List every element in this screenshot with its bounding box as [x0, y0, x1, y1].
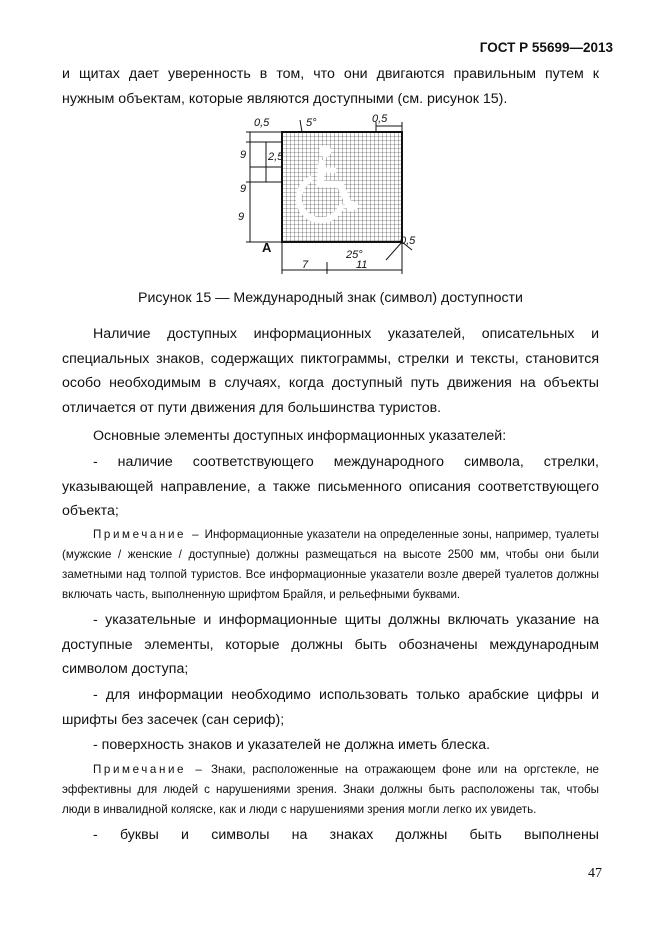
intro-paragraph: и щитах дает уверенность в том, что они двигаются правильным путем к нужным объектам, которые являются доступными (см. рисунок 15).: [62, 66, 599, 107]
paragraph-2: Основные элементы доступных информационных указателей:: [93, 428, 507, 444]
figure-caption: Рисунок 15 — Международный знак (символ) доступности: [138, 290, 523, 306]
note-2-text: Знаки, расположенные на отражающем фоне или на оргстекле, не эффективны для людей с нарушениями зрения. Знаки должны быть расположены так, чтобы люди в инвалидной коляске, как и люди с нарушениями зрения могли легко их увидеть.: [62, 763, 599, 816]
note-2: [62, 760, 599, 820]
dim-top-right: 0,5: [372, 113, 388, 125]
page-number: 47: [588, 866, 602, 881]
dim-bottom-1: 7: [302, 259, 309, 271]
dim-bottom-right: 0,5: [400, 235, 416, 247]
accessibility-symbol-figure: [226, 112, 426, 284]
note-2-lead: Примечание –: [93, 763, 205, 776]
paragraph-4: - указательные и информационные щиты должны включать указание на доступные элементы, которые должны быть обозначены международным символом доступа;: [62, 612, 599, 677]
dim-left-2: 2,5: [268, 151, 284, 163]
paragraph-7: - буквы и символы на знаках должны быть выполнены: [93, 827, 599, 843]
dim-angle-bottom: 25°: [346, 249, 363, 261]
paragraph-6: - поверхность знаков и указателей не должна иметь блеска.: [93, 737, 491, 753]
paragraph-5: - для информации необходимо использовать только арабские цифры и шрифты без засечек (сан сериф);: [62, 687, 599, 728]
dim-left-3: 9: [240, 183, 247, 195]
dim-bottom-2: 11: [356, 259, 368, 271]
note-1-text: Информационные указатели на определенные зоны, например, туалеты (мужские / женские / доступные) должны размещаться на высоте 2500 мм, чтобы они были заметными над толпой туристов. Все информационные указатели возле дверей туалетов должны включать часть, выполненную шрифтом Брайля, и рельефными буквами.: [62, 528, 599, 601]
corner-letter: A: [262, 240, 272, 255]
document-header: ГОСТ Р 55699—2013: [479, 40, 613, 55]
dim-left-4: 9: [238, 211, 245, 223]
note-1: [62, 525, 599, 605]
paragraph-3: - наличие соответствующего международного символа, стрелки, указывающей направление, а также письменного описания соответствующего объекта;: [62, 454, 599, 519]
dim-top-left: 0,5: [254, 117, 270, 129]
dim-angle-top: 5°: [306, 117, 317, 129]
note-1-lead: Примечание –: [93, 528, 202, 541]
dim-left-1: 9: [240, 149, 247, 161]
paragraph-1: Наличие доступных информационных указателей, описательных и специальных знаков, содержащих пиктограммы, стрелки и тексты, становится особо необходимым в случаях, когда доступный путь движения на объекты отличается от пути движения для большинства туристов.: [62, 326, 599, 416]
